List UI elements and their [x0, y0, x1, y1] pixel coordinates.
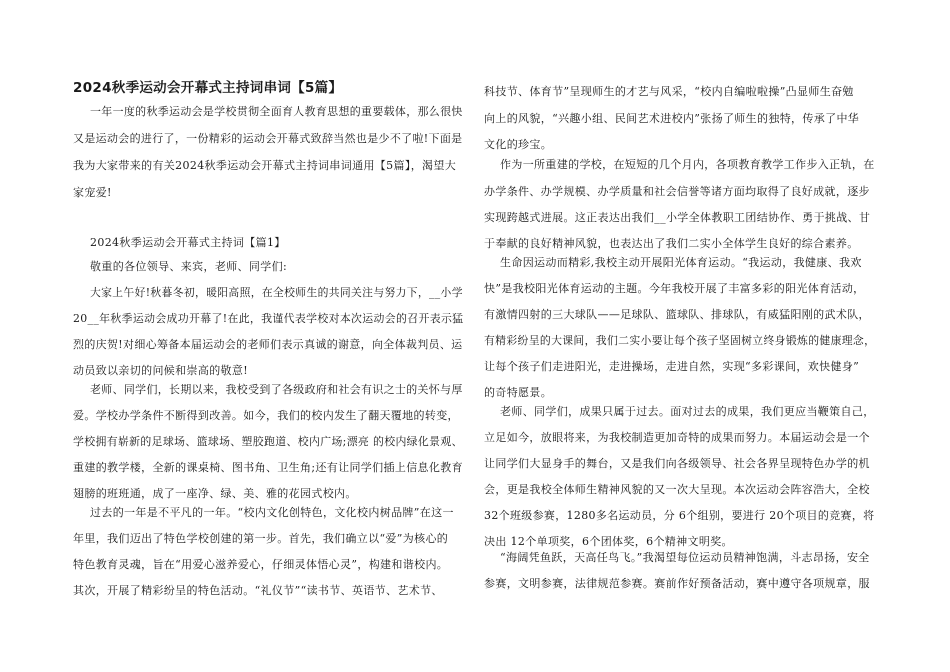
text-line: 年里，我们迈出了特色学校创建的第一步。首先，我们确立以“爱”为核心的 — [73, 532, 449, 545]
text-line: 过去的一年是不平凡的一年。“校内文化创特色，文化校内树品牌”在这一 — [90, 506, 454, 519]
text-line: 学校拥有崭新的足球场、篮球场、塑胶跑道、校内广场;漂亮 的校内绿化景观、 — [73, 435, 463, 448]
text-line: 科技节、体育节”呈现师生的才艺与风采，“校内自编啦啦操”凸显师生奋勉 — [484, 85, 854, 98]
text-line: 的奇特愿景。 — [484, 386, 553, 399]
text-line: 向上的风貌，“兴趣小组、民间艺术进校内”张扬了师生的独特，传承了中华 — [484, 112, 860, 125]
text-line: 老师、同学们，长期以来，我校受到了各级政府和社会有识之士的关怀与厚 — [90, 383, 463, 396]
text-line: “海阔凭鱼跃，天高任鸟飞。”我渴望每位运动员精神饱满，斗志昂扬，安全 — [500, 551, 870, 564]
text-line: 立足如今，放眼将来，为我校制造更加奇特的成果而努力。本届运动会是一个 — [484, 431, 870, 444]
text-line: 文化的珍宝。 — [484, 138, 553, 151]
text-line: 大家上午好!秋暮冬初，暖阳高照，在全校师生的共同关注与努力下，__小学 — [90, 286, 463, 299]
text-line: 作为一所重建的学校，在短短的几个月内，各项教育教学工作步入正轨，在 — [500, 158, 875, 171]
text-line: 老师、同学们，成果只属于过去。面对过去的成果，我们更应当鞭策自己， — [500, 405, 875, 418]
text-line: 爱。学校办学条件不断得到改善。如今，我们的校内发生了翻天覆地的转变， — [73, 409, 459, 422]
text-line: 其次，开展了精彩纷呈的特色活动。“礼仪节”“读书节、英语节、艺术节、 — [73, 584, 443, 597]
text-line: 我为大家带来的有关2024秋季运动会开幕式主持词串词通用【5篇】，渴望大 — [73, 159, 457, 172]
text-line: 办学条件、办学规模、办学质量和社会信誉等诸方面均取得了良好成就，逐步 — [484, 185, 870, 198]
text-line: 特色教育灵魂，旨在“用爱心滋养爱心，仔细灵体悟心灵”，构建和谐校内。 — [73, 558, 449, 571]
text-line: 参赛，文明参赛，法律规范参赛。赛前作好预备活动，赛中遵守各项规章，服 — [484, 577, 870, 590]
text-line: 于奉献的良好精神风貌，也表达出了我们二实小全体学生良好的综合素养。 — [484, 237, 859, 250]
text-line: 让同学们大显身手的舞台，又是我们向各级领导、社会各界呈现特色办学的机 — [484, 457, 870, 470]
text-line: 一年一度的秋季运动会是学校贯彻全面育人教育思想的重要载体，那么很快 — [90, 105, 463, 118]
text-line: 让每个孩子们走进阳光，走进操场，走进自然，实现“多彩课间，欢快健身” — [484, 360, 860, 373]
text-line: 有激情四射的三大球队——足球队、篮球队、排球队，有威猛阳刚的武术队， — [484, 308, 870, 321]
text-line: 生命因运动而精彩,我校主动开展阳光体育运动。“我运动，我健康、我欢 — [500, 256, 862, 269]
text-line: 32个班级参赛，1280多名运动员，分 6个组别，要进行 20个项目的竞赛，将 — [484, 509, 875, 522]
text-line: 翅膀的班班通，成了一座净、绿、美、雅的花园式校内。 — [73, 487, 357, 500]
text-line: 重建的教学楼，全新的课桌椅、图书角、卫生角;还有让同学们插上信息化教育 — [73, 461, 463, 474]
text-line: 快”是我校阳光体育运动的主题。今年我校开展了丰富多彩的阳光体育活动， — [484, 282, 865, 295]
document-title: 2024秋季运动会开幕式主持词串词【5篇】 — [73, 80, 343, 96]
text-line: 又是运动会的进行了，一份精彩的运动会开幕式致辞当然也是少不了啦!下面是 — [73, 132, 463, 145]
text-line: 家宠爱! — [73, 186, 112, 199]
text-line: 动员致以亲切的问候和崇高的敬意! — [73, 364, 249, 377]
text-line: 会，更是我校全体师生精神风貌的又一次大呈现。本次运动会阵容浩大，全校 — [484, 483, 870, 496]
text-line: 2024秋季运动会开幕式主持词【篇1】 — [90, 236, 286, 249]
text-line: 决出 12个单项奖，6个团体奖，6个精神文明奖。 — [484, 535, 733, 548]
text-line: 敬重的各位领导、来宾，老师、同学们: — [90, 260, 288, 273]
text-line: 有精彩纷呈的大课间，我们二实小要让每个孩子坚固树立终身锻炼的健康理念， — [484, 334, 876, 347]
text-line: 20__年秋季运动会成功开幕了!在此，我谨代表学校对本次运动会的召开表示猛 — [73, 312, 464, 325]
text-line: 烈的庆贺!对细心筹备本届运动会的老师们表示真诚的谢意，向全体裁判员、运 — [73, 338, 463, 351]
text-line: 实现跨越式进展。这正表达出我们__小学全体教职工团结协作、勇于挑战、甘 — [484, 211, 871, 224]
